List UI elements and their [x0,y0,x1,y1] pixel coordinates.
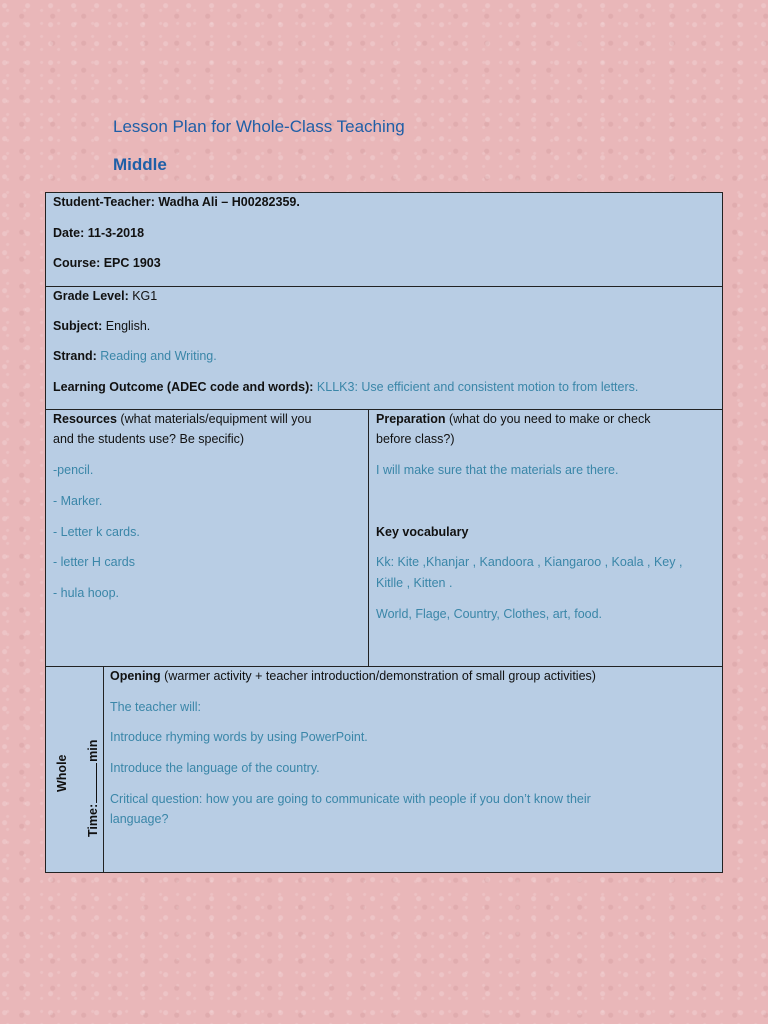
document-subtitle: Middle [113,155,167,174]
lesson-date: Date: 11-3-2018 [53,226,145,240]
resources-heading [53,412,311,426]
strand [53,349,217,363]
opening-line: Introduce the language of the country. [110,761,320,775]
opening-line: Introduce rhyming words by using PowerPoint. [110,730,368,744]
strand-label: Strand: [53,349,97,363]
learning-outcome [53,380,638,394]
opening-line: The teacher will: [110,700,202,714]
opening-label: Opening [110,669,161,683]
grade-level [53,289,157,303]
preparation-label: Preparation [376,412,446,426]
vocabulary-line-2: Kitlle , Kitten . [376,576,453,590]
min-label: min [86,739,100,762]
key-vocabulary-label: Key vocabulary [376,525,469,539]
preparation-heading [376,412,650,426]
course-code: Course: EPC 1903 [53,256,161,270]
time-blank [86,763,97,803]
opening-desc: (warmer activity + teacher introduction/demonstration of small group activities) [160,669,596,683]
opening-line: Critical question: how you are going to communicate with people if you don’t know their [110,792,591,806]
time-label: Time: [86,803,100,837]
teacher-info-row [46,193,722,287]
vocabulary-line-1: Kk: Kite ,Khanjar , Kandoora , Kiangaroo , Koala , Key , [376,555,683,569]
preparation-text: I will make sure that the materials are there. [376,463,619,477]
resources-desc-2: and the students use? Be specific) [53,432,245,446]
lesson-plan-table [45,192,723,873]
opening-cell [104,667,722,872]
resource-item: - letter H cards [53,555,135,569]
resource-item: - Letter k cards. [53,525,140,539]
resource-item: - Marker. [53,494,103,508]
resource-item: -pencil. [53,463,94,477]
resources-preparation-row [46,410,722,667]
preparation-desc-2: before class?) [376,432,455,446]
grade-level-label: Grade Level: [53,289,129,303]
opening-row [46,667,722,872]
document-title: Lesson Plan for Whole-Class Teaching [113,117,405,136]
lesson-details-row [46,287,722,410]
preparation-desc-1: (what do you need to make or check [445,412,651,426]
resources-desc-1: (what materials/equipment will you [116,412,312,426]
learning-outcome-label: Learning Outcome (ADEC code and words): [53,380,314,394]
preparation-cell [369,410,722,666]
learning-outcome-value: KLLK3: Use efficient and consistent motion to from letters. [313,380,639,394]
subject-label: Subject: [53,319,103,333]
subject-value: English. [102,319,151,333]
opening-heading [110,669,596,683]
resources-cell [46,410,369,666]
opening-line: language? [110,812,169,826]
strand-value: Reading and Writing. [96,349,217,363]
side-labels-cell [46,667,104,872]
resources-label: Resources [53,412,117,426]
whole-label: Whole [55,754,69,792]
vocabulary-line-3: World, Flage, Country, Clothes, art, food. [376,607,603,621]
student-teacher: Student-Teacher: Wadha Ali – H00282359. [53,195,300,209]
resource-item: - hula hoop. [53,586,120,600]
subject [53,319,150,333]
grade-level-value: KG1 [128,289,158,303]
time-field [86,740,100,837]
